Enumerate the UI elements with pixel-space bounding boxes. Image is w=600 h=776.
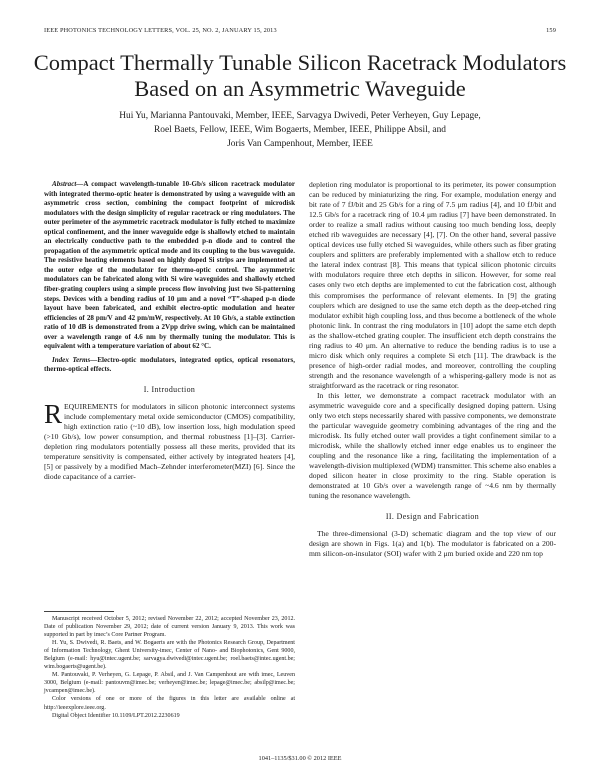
index-terms [44, 356, 295, 375]
footnote: Manuscript received October 5, 2012; revised November 22, 2012; accepted November 23, 2012. Date of publication November 29, 2012; date of current version January 9, 2013. This work was supported in part by imec’s Core Partner Program. [44, 616, 295, 639]
paper-title: Compact Thermally Tunable Silicon Racetrack Modulators Based on an Asymmetric Waveguide [33, 50, 567, 101]
index-terms-label: Index Terms— [52, 355, 98, 364]
page-number: 159 [546, 27, 556, 34]
authors-line: Roel Baets, Fellow, IEEE, Wim Bogaerts, Member, IEEE, Philippe Absil, and [154, 125, 446, 136]
author-list [60, 109, 540, 152]
introduction-text [44, 398, 295, 482]
authors-line: Hui Yu, Marianna Pantouvaki, Member, IEEE, Sarvagya Dwivedi, Peter Verheyen, Guy Lepage, [119, 111, 481, 121]
footnote-rule [44, 611, 114, 612]
index-terms-text: Electro-optic modulators, integrated optics, optical resonators, thermo-optical effects. [44, 355, 295, 374]
footnote: Digital Object Identifier 10.1109/LPT.2012.2230619 [52, 712, 180, 719]
footnote: Color versions of one or more of the figures in this letter are available online at http://ieeexplore.ieee.org. [44, 696, 295, 711]
left-column [44, 180, 295, 482]
journal-header: IEEE PHOTONICS TECHNOLOGY LETTERS, VOL. 25, NO. 2, JANUARY 15, 2013 [44, 27, 277, 34]
footnotes [44, 615, 295, 720]
drop-cap: R [44, 398, 63, 429]
copyright-line: 1041–1135/$31.00 © 2012 IEEE [258, 755, 342, 762]
running-head [44, 27, 556, 34]
intro-lead-word: EQUIREMENTS [64, 401, 118, 411]
right-column [309, 180, 556, 559]
footnote: M. Pantouvaki, P. Verheyen, G. Lepage, P. Absil, and J. Van Campenhout are with imec, Leuven 3000, Belgium (e-mail: pantouvm@imec.be; verheyen@imec.be; lepage@imec.be; absilp@imec.be; jvcampen@imec.be). [44, 672, 295, 695]
section-heading-design: II. Design and Fabrication [385, 511, 480, 521]
body-paragraph: In this letter, we demonstrate a compact racetrack modulator with an asymmetric waveguide core and a specifically designed doping pattern. Using only two etch steps necessarily shared with passive components, we demonstrate the particular waveguide geometry combining advantages of the ring and the microdisk. Its fully etched outer wall provides a tight confinement similar to a microdisk, while the shallowly etched inner edge enables us to engineer the coupling and the resonance like a ring, facilitating the implementation of a wavelength-division multiplexed (WDM) transmitter. This scheme also enables a doped silicon heater in close proximity to the ring. Stable operation is demonstrated at 10 Gb/s over a wavelength range of ~4.6 nm by thermally tuning the resonance wavelength. [309, 390, 556, 501]
abstract-label: Abstract— [52, 180, 84, 188]
section-heading-introduction: I. Introduction [143, 384, 196, 394]
body-paragraph: The three-dimensional (3-D) schematic diagram and the top view of our design are shown in Figs. 1(a) and 1(b). The modulator is fabricated on a 200-mm silicon-on-insulator (SOI) wafer with 2 μm buried oxide and 220 nm top [309, 528, 556, 558]
abstract-text: A compact wavelength-tunable 10-Gb/s silicon racetrack modulator with integrated thermo-optic heater is demonstrated by using a waveguide with an asymmetric cross section, combining the compact footprint of microdisk modulators with the design simplicity of regular racetrack or ring modulators. The outer perimeter of the asymmetric racetrack modulator is fully etched to maximize optical confinement, and the inner waveguide edge is shallowly etched to maintain an electrically conductive path to the embedded p-n diode and to control the propagation of the asymmetric optical mode and its coupling to the bus waveguide. The resistive heating elements based on highly doped Si strips are implemented at the outer edge of the modulator for thermo-optic control. The asymmetric modulators can be fabricated along with Si wire waveguides and shallowly etched fiber-grating couplers using a simple process flow involving just two Si-patterning steps. Devices with a bending radius of 10 μm and a novel “T”-shaped p-n diode layout have been fabricated, and exhibit electro-optic modulation and heater efficiencies of 28 pm/V and 42 pm/mW, respectively. At 10 Gb/s, a stable extinction ratio of 10 dB is demonstrated from a 2Vpp drive swing, which can be maintained over a wavelength range of 4.6 nm by thermally tuning the modulator. This is equivalent with a temperature variation of about 62 °C. [44, 180, 295, 351]
authors-line: Joris Van Campenhout, Member, IEEE [227, 139, 373, 150]
body-paragraph: depletion ring modulator is proportional to its perimeter, its power consumption can be reduced by miniaturizing the ring. For example, modulation energy and bit rate of 7 fJ/bit and 25 Gb/s for a ring of 7.5 μm radius [4], and 10 fJ/bit and 12.5 Gb/s for a racetrack ring of 10.4 μm radius [7] have been demonstrated. In order to realize a small radius without causing too much bending loss, deeply etched rib waveguides are necessary [4], [7]. On the other hand, several passive optical devices use fully etched Si waveguides, while others such as fiber grating couplers and splitters are preferably implemented with a shallow etch to reduce the lateral index contrast [8]. This means that typical silicon photonic circuits with modulators require three etch depths in silicon. However, for some real cases only two etch depths are implemented to cut the fabrication cost, although this compromises the performance of relevant elements. In [9] the grating couplers which are designed to use the same etch depth as the deep-etched ring modulator exhibit high coupling loss, and thus become a bottleneck of the whole photonic link. In contrast the ring modulators in [10] adopt the same etch depth as the shallow-etched grating coupler. The insufficient etch depth constrains the ring radius to 40 μm. An alternative to reduce the bending radius is to use a micro disk which only requires a complete Si etch [11]. The drawback is the presence of high-order radial modes, and moreover, controlling the coupling strength and the resonance wavelength of a whispering-gallery mode is not as straightforward as the racetrack or ring resonator. [309, 180, 556, 390]
abstract [44, 180, 295, 352]
footnote: H. Yu, S. Dwivedi, R. Baets, and W. Bogaerts are with the Photonics Research Group, Department of Information Technology, Ghent University-imec, Center of Nano- and Biophotonics, Gent 9000, Belgium (e-mail: hyu@intec.ugent.be; sarvagya.dwivedi@intec.ugent.be; roel.baets@intec.ugent.be; wim.bogaerts@ugent.be). [44, 640, 295, 671]
intro-body: for modulators in silicon photonic interconnect systems include complementary metal oxide semiconductor (CMOS) compatibility, high extinction ratio (~10 dB), low insertion loss, high modulation speed (>10 Gb/s), low power consumption, and thermal robustness [1]–[3]. Carrier-depletion ring modulators potentially possess all these merits, provided that its temperature sensitivity is compensated, either actively by integrated heaters [4], [5] or passively by a modified Mach–Zehnder interferometer(MZI) [6]. Since the diode capacitance of a carrier- [44, 401, 295, 482]
